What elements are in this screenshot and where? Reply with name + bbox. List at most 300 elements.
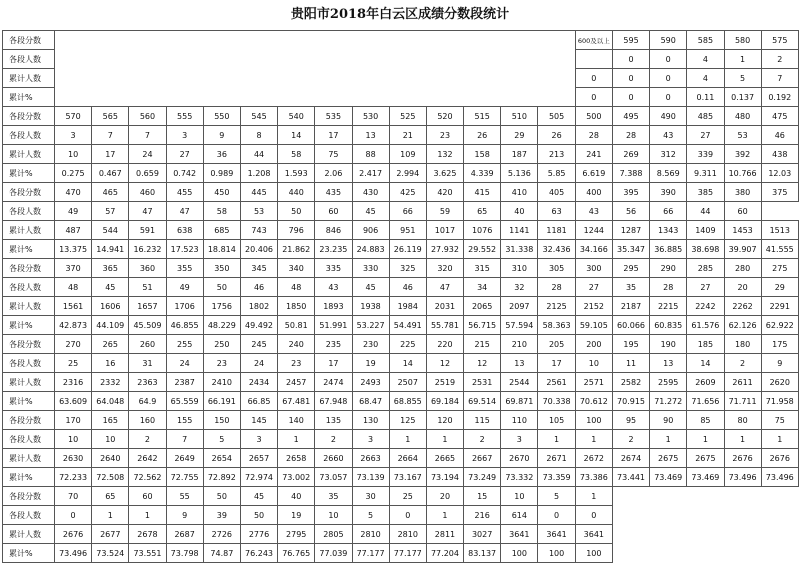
cumulative-row bbox=[3, 145, 799, 164]
table-cell: 1017 bbox=[426, 221, 463, 240]
table-cell: 27 bbox=[687, 278, 724, 297]
table-cell: 1343 bbox=[650, 221, 687, 240]
table-cell: 595 bbox=[612, 31, 649, 50]
table-cell: 360 bbox=[129, 259, 166, 278]
table-cell: 3027 bbox=[464, 525, 501, 544]
table-cell: 72.892 bbox=[203, 468, 240, 487]
table-cell: 55.781 bbox=[426, 316, 463, 335]
table-cell: 510 bbox=[501, 107, 538, 126]
table-cell: 67.481 bbox=[278, 392, 315, 411]
empty-cell bbox=[612, 544, 649, 563]
table-cell: 2678 bbox=[129, 525, 166, 544]
table-cell: 73.798 bbox=[166, 544, 203, 563]
table-cell: 12 bbox=[426, 354, 463, 373]
table-cell: 17 bbox=[315, 354, 352, 373]
table-cell: 500 bbox=[575, 107, 612, 126]
table-cell: 2810 bbox=[389, 525, 426, 544]
row-label: 各段人数 bbox=[3, 430, 55, 449]
row-label: 累计人数 bbox=[3, 373, 55, 392]
table-cell: 600及以上 bbox=[575, 31, 612, 50]
empty-cell bbox=[724, 506, 761, 525]
table-cell: 13 bbox=[650, 354, 687, 373]
table-cell: 132 bbox=[426, 145, 463, 164]
table-cell: 69.184 bbox=[426, 392, 463, 411]
table-cell: 60.066 bbox=[612, 316, 649, 335]
table-cell: 2 bbox=[724, 354, 761, 373]
table-cell: 685 bbox=[203, 221, 240, 240]
table-cell: 375 bbox=[761, 183, 798, 202]
table-cell: 73.496 bbox=[55, 544, 92, 563]
table-cell: 2609 bbox=[687, 373, 724, 392]
table-cell: 2152 bbox=[575, 297, 612, 316]
table-cell: 0.275 bbox=[55, 164, 92, 183]
table-cell: 23 bbox=[426, 126, 463, 145]
table-cell: 73.002 bbox=[278, 468, 315, 487]
table-cell: 5 bbox=[203, 430, 240, 449]
table-cell: 395 bbox=[612, 183, 649, 202]
table-cell: 58.363 bbox=[538, 316, 575, 335]
table-cell: 1 bbox=[426, 430, 463, 449]
table-cell: 62.922 bbox=[761, 316, 798, 335]
table-cell: 555 bbox=[166, 107, 203, 126]
table-cell: 3.625 bbox=[426, 164, 463, 183]
table-cell: 50.81 bbox=[278, 316, 315, 335]
table-cell: 73.386 bbox=[575, 468, 612, 487]
table-cell: 1 bbox=[575, 430, 612, 449]
table-cell: 8.569 bbox=[650, 164, 687, 183]
table-cell: 43 bbox=[315, 278, 352, 297]
table-cell: 73.194 bbox=[426, 468, 463, 487]
row-label: 累计人数 bbox=[3, 297, 55, 316]
table-cell: 230 bbox=[352, 335, 389, 354]
cumulative-row bbox=[3, 221, 799, 240]
row-label: 各段分数 bbox=[3, 31, 55, 50]
table-cell: 73.057 bbox=[315, 468, 352, 487]
table-cell: 175 bbox=[761, 335, 798, 354]
table-cell: 26 bbox=[464, 126, 501, 145]
empty-cell bbox=[761, 525, 798, 544]
table-cell: 6.619 bbox=[575, 164, 612, 183]
table-cell: 34.166 bbox=[575, 240, 612, 259]
table-cell: 57 bbox=[92, 202, 129, 221]
table-cell: 73.441 bbox=[612, 468, 649, 487]
table-cell: 245 bbox=[240, 335, 277, 354]
table-cell: 7 bbox=[761, 69, 798, 88]
table-cell: 160 bbox=[129, 411, 166, 430]
table-cell: 10 bbox=[92, 430, 129, 449]
row-label: 各段人数 bbox=[3, 126, 55, 145]
table-cell: 415 bbox=[464, 183, 501, 202]
table-cell: 2676 bbox=[724, 449, 761, 468]
count-row bbox=[3, 430, 799, 449]
table-cell: 125 bbox=[389, 411, 426, 430]
table-cell: 515 bbox=[464, 107, 501, 126]
table-cell: 2811 bbox=[426, 525, 463, 544]
table-cell: 265 bbox=[92, 335, 129, 354]
table-cell: 73.332 bbox=[501, 468, 538, 487]
table-cell: 69.514 bbox=[464, 392, 501, 411]
table-cell: 9 bbox=[761, 354, 798, 373]
score-row bbox=[3, 259, 799, 278]
table-cell: 1850 bbox=[278, 297, 315, 316]
table-cell: 53.227 bbox=[352, 316, 389, 335]
table-cell: 21.862 bbox=[278, 240, 315, 259]
score-row bbox=[3, 107, 799, 126]
table-cell: 405 bbox=[538, 183, 575, 202]
table-cell: 2 bbox=[612, 430, 649, 449]
table-cell: 39.907 bbox=[724, 240, 761, 259]
table-cell: 66 bbox=[389, 202, 426, 221]
table-cell: 1141 bbox=[501, 221, 538, 240]
table-cell: 18.814 bbox=[203, 240, 240, 259]
table-cell: 1657 bbox=[129, 297, 166, 316]
table-cell: 480 bbox=[724, 107, 761, 126]
table-cell: 796 bbox=[278, 221, 315, 240]
table-cell: 205 bbox=[538, 335, 575, 354]
table-cell: 17.523 bbox=[166, 240, 203, 259]
table-cell: 3 bbox=[240, 430, 277, 449]
table-cell: 195 bbox=[612, 335, 649, 354]
empty-cell bbox=[612, 506, 649, 525]
table-cell: 0 bbox=[575, 88, 612, 107]
table-cell: 460 bbox=[129, 183, 166, 202]
table-cell: 2677 bbox=[92, 525, 129, 544]
table-cell: 2663 bbox=[352, 449, 389, 468]
table-cell: 49.492 bbox=[240, 316, 277, 335]
table-cell: 225 bbox=[389, 335, 426, 354]
table-cell: 2657 bbox=[240, 449, 277, 468]
table-cell: 29 bbox=[501, 126, 538, 145]
table-cell: 345 bbox=[240, 259, 277, 278]
table-cell: 29.552 bbox=[464, 240, 501, 259]
table-cell: 951 bbox=[389, 221, 426, 240]
table-cell: 590 bbox=[650, 31, 687, 50]
percent-row bbox=[3, 164, 799, 183]
table-cell: 67.948 bbox=[315, 392, 352, 411]
table-cell: 450 bbox=[203, 183, 240, 202]
table-cell: 100 bbox=[575, 544, 612, 563]
table-cell: 525 bbox=[389, 107, 426, 126]
table-cell: 10 bbox=[501, 487, 538, 506]
table-cell: 2215 bbox=[650, 297, 687, 316]
table-cell: 0.659 bbox=[129, 164, 166, 183]
table-cell: 14.941 bbox=[92, 240, 129, 259]
table-cell: 2531 bbox=[464, 373, 501, 392]
table-cell: 68.855 bbox=[389, 392, 426, 411]
table-cell: 12 bbox=[464, 354, 501, 373]
table-cell: 2642 bbox=[129, 449, 166, 468]
table-cell: 906 bbox=[352, 221, 389, 240]
table-cell: 5 bbox=[352, 506, 389, 525]
table-cell: 24 bbox=[129, 145, 166, 164]
empty-cell bbox=[724, 544, 761, 563]
table-cell: 3 bbox=[166, 126, 203, 145]
table-cell: 1244 bbox=[575, 221, 612, 240]
row-label: 累计% bbox=[3, 316, 55, 335]
table-cell: 73.551 bbox=[129, 544, 166, 563]
table-cell: 1 bbox=[761, 430, 798, 449]
table-cell: 2242 bbox=[687, 297, 724, 316]
row-label: 各段人数 bbox=[3, 50, 55, 69]
table-cell: 2675 bbox=[687, 449, 724, 468]
table-cell: 28 bbox=[612, 126, 649, 145]
table-cell: 614 bbox=[501, 506, 538, 525]
table-cell: 10.766 bbox=[724, 164, 761, 183]
table-cell: 31.338 bbox=[501, 240, 538, 259]
table-cell: 0.192 bbox=[761, 88, 798, 107]
percent-row bbox=[3, 316, 799, 335]
table-cell: 1 bbox=[650, 430, 687, 449]
table-cell: 0.467 bbox=[92, 164, 129, 183]
row-label: 各段分数 bbox=[3, 335, 55, 354]
table-cell: 455 bbox=[166, 183, 203, 202]
table-cell: 71.656 bbox=[687, 392, 724, 411]
table-cell: 17 bbox=[92, 145, 129, 164]
table-cell: 77.204 bbox=[426, 544, 463, 563]
table-cell: 1.593 bbox=[278, 164, 315, 183]
table-cell: 0 bbox=[575, 69, 612, 88]
table-cell: 2776 bbox=[240, 525, 277, 544]
table-cell: 3641 bbox=[501, 525, 538, 544]
table-cell: 53 bbox=[240, 202, 277, 221]
table-cell: 2805 bbox=[315, 525, 352, 544]
score-row bbox=[3, 411, 799, 430]
empty-cell bbox=[612, 487, 649, 506]
table-cell: 72.755 bbox=[166, 468, 203, 487]
table-cell: 2363 bbox=[129, 373, 166, 392]
table-cell: 2810 bbox=[352, 525, 389, 544]
table-cell: 63.609 bbox=[55, 392, 92, 411]
table-cell: 743 bbox=[240, 221, 277, 240]
table-cell: 10 bbox=[55, 145, 92, 164]
table-cell: 10 bbox=[575, 354, 612, 373]
table-cell: 250 bbox=[203, 335, 240, 354]
table-cell: 24 bbox=[240, 354, 277, 373]
table-cell: 28 bbox=[538, 278, 575, 297]
table-cell: 77.177 bbox=[389, 544, 426, 563]
table-cell: 180 bbox=[724, 335, 761, 354]
table-cell: 59 bbox=[426, 202, 463, 221]
table-cell: 66 bbox=[650, 202, 687, 221]
table-cell: 44 bbox=[687, 202, 724, 221]
table-cell: 0.989 bbox=[203, 164, 240, 183]
table-cell: 2665 bbox=[426, 449, 463, 468]
table-cell: 109 bbox=[389, 145, 426, 164]
table-cell: 2676 bbox=[761, 449, 798, 468]
row-label: 累计% bbox=[3, 164, 55, 183]
table-cell: 9.311 bbox=[687, 164, 724, 183]
table-cell: 1893 bbox=[315, 297, 352, 316]
table-cell: 55 bbox=[166, 487, 203, 506]
table-cell: 2595 bbox=[650, 373, 687, 392]
table-cell: 63 bbox=[538, 202, 575, 221]
table-cell: 65 bbox=[92, 487, 129, 506]
table-cell: 10 bbox=[315, 506, 352, 525]
table-cell: 2654 bbox=[203, 449, 240, 468]
table-cell: 0 bbox=[55, 506, 92, 525]
table-cell: 2474 bbox=[315, 373, 352, 392]
table-cell: 2 bbox=[761, 50, 798, 69]
table-cell: 32 bbox=[501, 278, 538, 297]
table-cell: 72.974 bbox=[240, 468, 277, 487]
count-row bbox=[3, 354, 799, 373]
table-cell: 2262 bbox=[724, 297, 761, 316]
table-cell: 76.243 bbox=[240, 544, 277, 563]
table-cell: 9 bbox=[166, 506, 203, 525]
table-cell: 2670 bbox=[501, 449, 538, 468]
table-cell: 2332 bbox=[92, 373, 129, 392]
table-cell: 1 bbox=[278, 430, 315, 449]
table-cell: 77.177 bbox=[352, 544, 389, 563]
table-cell: 83.137 bbox=[464, 544, 501, 563]
table-cell: 50 bbox=[278, 202, 315, 221]
row-label: 各段人数 bbox=[3, 354, 55, 373]
table-cell: 42.873 bbox=[55, 316, 92, 335]
table-cell: 76.765 bbox=[278, 544, 315, 563]
row-label: 累计人数 bbox=[3, 449, 55, 468]
table-cell: 280 bbox=[724, 259, 761, 278]
table-cell: 430 bbox=[352, 183, 389, 202]
cumulative-row bbox=[3, 525, 799, 544]
table-cell: 19 bbox=[352, 354, 389, 373]
table-cell: 2 bbox=[315, 430, 352, 449]
score-row bbox=[3, 31, 799, 50]
table-cell: 12.03 bbox=[761, 164, 798, 183]
table-cell: 17 bbox=[538, 354, 575, 373]
score-row bbox=[3, 183, 799, 202]
table-cell: 2410 bbox=[203, 373, 240, 392]
row-label: 累计人数 bbox=[3, 145, 55, 164]
table-cell: 16 bbox=[92, 354, 129, 373]
row-label: 各段人数 bbox=[3, 202, 55, 221]
table-cell: 435 bbox=[315, 183, 352, 202]
table-cell: 88 bbox=[352, 145, 389, 164]
table-cell: 57.594 bbox=[501, 316, 538, 335]
table-cell: 53 bbox=[724, 126, 761, 145]
table-cell: 215 bbox=[464, 335, 501, 354]
table-cell: 45 bbox=[92, 278, 129, 297]
table-cell: 1706 bbox=[166, 297, 203, 316]
table-cell: 41.555 bbox=[761, 240, 798, 259]
table-cell: 64.048 bbox=[92, 392, 129, 411]
table-cell: 13.375 bbox=[55, 240, 92, 259]
table-cell: 520 bbox=[426, 107, 463, 126]
empty-cell bbox=[761, 487, 798, 506]
table-cell: 75 bbox=[315, 145, 352, 164]
table-cell: 465 bbox=[92, 183, 129, 202]
table-cell: 2 bbox=[129, 430, 166, 449]
table-cell: 210 bbox=[501, 335, 538, 354]
count-row bbox=[3, 506, 799, 525]
table-cell: 35 bbox=[612, 278, 649, 297]
table-cell: 0 bbox=[612, 69, 649, 88]
table-cell: 339 bbox=[687, 145, 724, 164]
table-cell: 7 bbox=[166, 430, 203, 449]
table-cell: 13 bbox=[501, 354, 538, 373]
table-cell: 74.87 bbox=[203, 544, 240, 563]
table-cell: 46.855 bbox=[166, 316, 203, 335]
table-cell: 1756 bbox=[203, 297, 240, 316]
table-cell: 1984 bbox=[389, 297, 426, 316]
table-cell: 24.883 bbox=[352, 240, 389, 259]
row-label: 各段分数 bbox=[3, 259, 55, 278]
table-cell: 100 bbox=[538, 544, 575, 563]
table-cell: 2.06 bbox=[315, 164, 352, 183]
table-cell: 0 bbox=[612, 88, 649, 107]
table-cell: 19 bbox=[278, 506, 315, 525]
table-cell: 2667 bbox=[464, 449, 501, 468]
table-cell: 0 bbox=[650, 69, 687, 88]
table-cell: 11 bbox=[612, 354, 649, 373]
page-title: 贵阳市2018年白云区成绩分数段统计 bbox=[290, 7, 510, 22]
table-cell: 487 bbox=[55, 221, 92, 240]
empty-cell bbox=[650, 525, 687, 544]
table-cell: 27 bbox=[575, 278, 612, 297]
table-cell: 8 bbox=[240, 126, 277, 145]
table-cell: 2658 bbox=[278, 449, 315, 468]
table-cell: 48.229 bbox=[203, 316, 240, 335]
table-cell: 330 bbox=[352, 259, 389, 278]
table-cell: 3641 bbox=[538, 525, 575, 544]
table-cell: 72.562 bbox=[129, 468, 166, 487]
table-cell: 0 bbox=[650, 50, 687, 69]
table-cell: 44.109 bbox=[92, 316, 129, 335]
table-cell: 65.559 bbox=[166, 392, 203, 411]
table-cell: 73.249 bbox=[464, 468, 501, 487]
table-cell: 213 bbox=[538, 145, 575, 164]
table-cell: 23 bbox=[203, 354, 240, 373]
table-cell: 59.105 bbox=[575, 316, 612, 335]
table-cell: 28 bbox=[650, 278, 687, 297]
empty-cell bbox=[761, 544, 798, 563]
table-cell: 4 bbox=[687, 69, 724, 88]
row-label: 各段人数 bbox=[3, 506, 55, 525]
table-cell: 1938 bbox=[352, 297, 389, 316]
table-cell: 60 bbox=[724, 202, 761, 221]
empty-cell bbox=[650, 544, 687, 563]
empty-cell bbox=[761, 202, 798, 221]
table-cell: 1 bbox=[389, 430, 426, 449]
table-cell: 2582 bbox=[612, 373, 649, 392]
table-cell: 390 bbox=[650, 183, 687, 202]
table-cell: 485 bbox=[687, 107, 724, 126]
table-cell: 1 bbox=[129, 506, 166, 525]
table-cell: 425 bbox=[389, 183, 426, 202]
table-cell: 36 bbox=[203, 145, 240, 164]
table-cell: 2571 bbox=[575, 373, 612, 392]
table-cell: 2687 bbox=[166, 525, 203, 544]
table-cell: 61.576 bbox=[687, 316, 724, 335]
table-cell: 2795 bbox=[278, 525, 315, 544]
row-label: 各段人数 bbox=[3, 278, 55, 297]
table-cell: 60 bbox=[315, 202, 352, 221]
table-cell: 72.233 bbox=[55, 468, 92, 487]
table-cell: 39 bbox=[203, 506, 240, 525]
table-cell: 365 bbox=[92, 259, 129, 278]
score-distribution-table bbox=[2, 30, 799, 563]
table-cell: 370 bbox=[55, 259, 92, 278]
table-cell: 269 bbox=[612, 145, 649, 164]
table-cell: 73.496 bbox=[724, 468, 761, 487]
row-label: 累计% bbox=[3, 88, 55, 107]
table-cell: 65 bbox=[464, 202, 501, 221]
table-cell: 145 bbox=[240, 411, 277, 430]
table-cell: 7.388 bbox=[612, 164, 649, 183]
table-cell: 10 bbox=[55, 430, 92, 449]
table-cell: 2187 bbox=[612, 297, 649, 316]
table-cell: 355 bbox=[166, 259, 203, 278]
table-cell: 591 bbox=[129, 221, 166, 240]
